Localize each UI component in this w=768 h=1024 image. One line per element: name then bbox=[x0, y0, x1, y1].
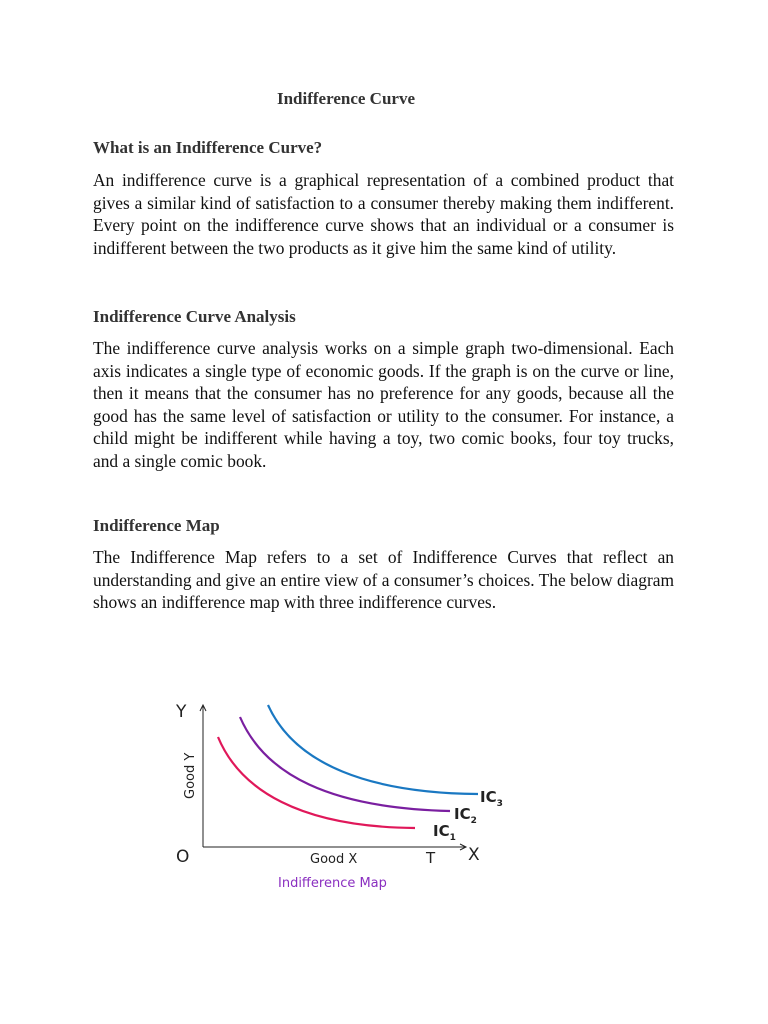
y-axis-letter: Y bbox=[176, 702, 187, 722]
y-axis-title: Good Y bbox=[183, 752, 198, 799]
section-heading-map: Indifference Map bbox=[93, 516, 220, 535]
x-axis-title: Good X bbox=[310, 852, 358, 867]
ic1-label: $IC_1$ bbox=[433, 822, 456, 843]
indifference-map-diagram bbox=[170, 695, 530, 900]
t-label: T bbox=[426, 849, 436, 867]
page-title: Indifference Curve bbox=[276, 89, 416, 108]
x-axis-letter: X bbox=[468, 845, 480, 865]
ic1-curve bbox=[218, 737, 415, 828]
ic3-label: $IC_3$ bbox=[480, 788, 503, 809]
diagram-caption: Indifference Map bbox=[278, 876, 387, 891]
ic2-label: $IC_2$ bbox=[454, 805, 477, 826]
section-body-analysis: The indifference curve analysis works on a simple graph two-dimensional. Each axis indicates a single type of economic goods. If the graph is on the curve or line, then it means that the consumer has no preference for any goods, because all the good has the same level of satisfaction or utility to the consumer. For instance, a child might be indifferent while having a toy, two comic books, four toy trucks, and a single comic book. bbox=[93, 338, 674, 471]
origin-label: O bbox=[176, 847, 190, 867]
section-body-map: The Indifference Map refers to a set of Indifference Curves that reflect an understanding and give an entire view of a consumer’s choices. The below diagram shows an indifference map with three indifference curves. bbox=[93, 547, 674, 612]
section-heading-what-is: What is an Indifference Curve? bbox=[93, 138, 323, 157]
section-heading-analysis: Indifference Curve Analysis bbox=[93, 307, 296, 326]
section-body-what-is: An indifference curve is a graphical representation of a combined product that gives a similar kind of satisfaction to a consumer thereby making them indifferent. Every point on the indifference curve shows that an individual or a consumer is indifferent between the two products as it give him the same kind of utility. bbox=[93, 170, 674, 258]
